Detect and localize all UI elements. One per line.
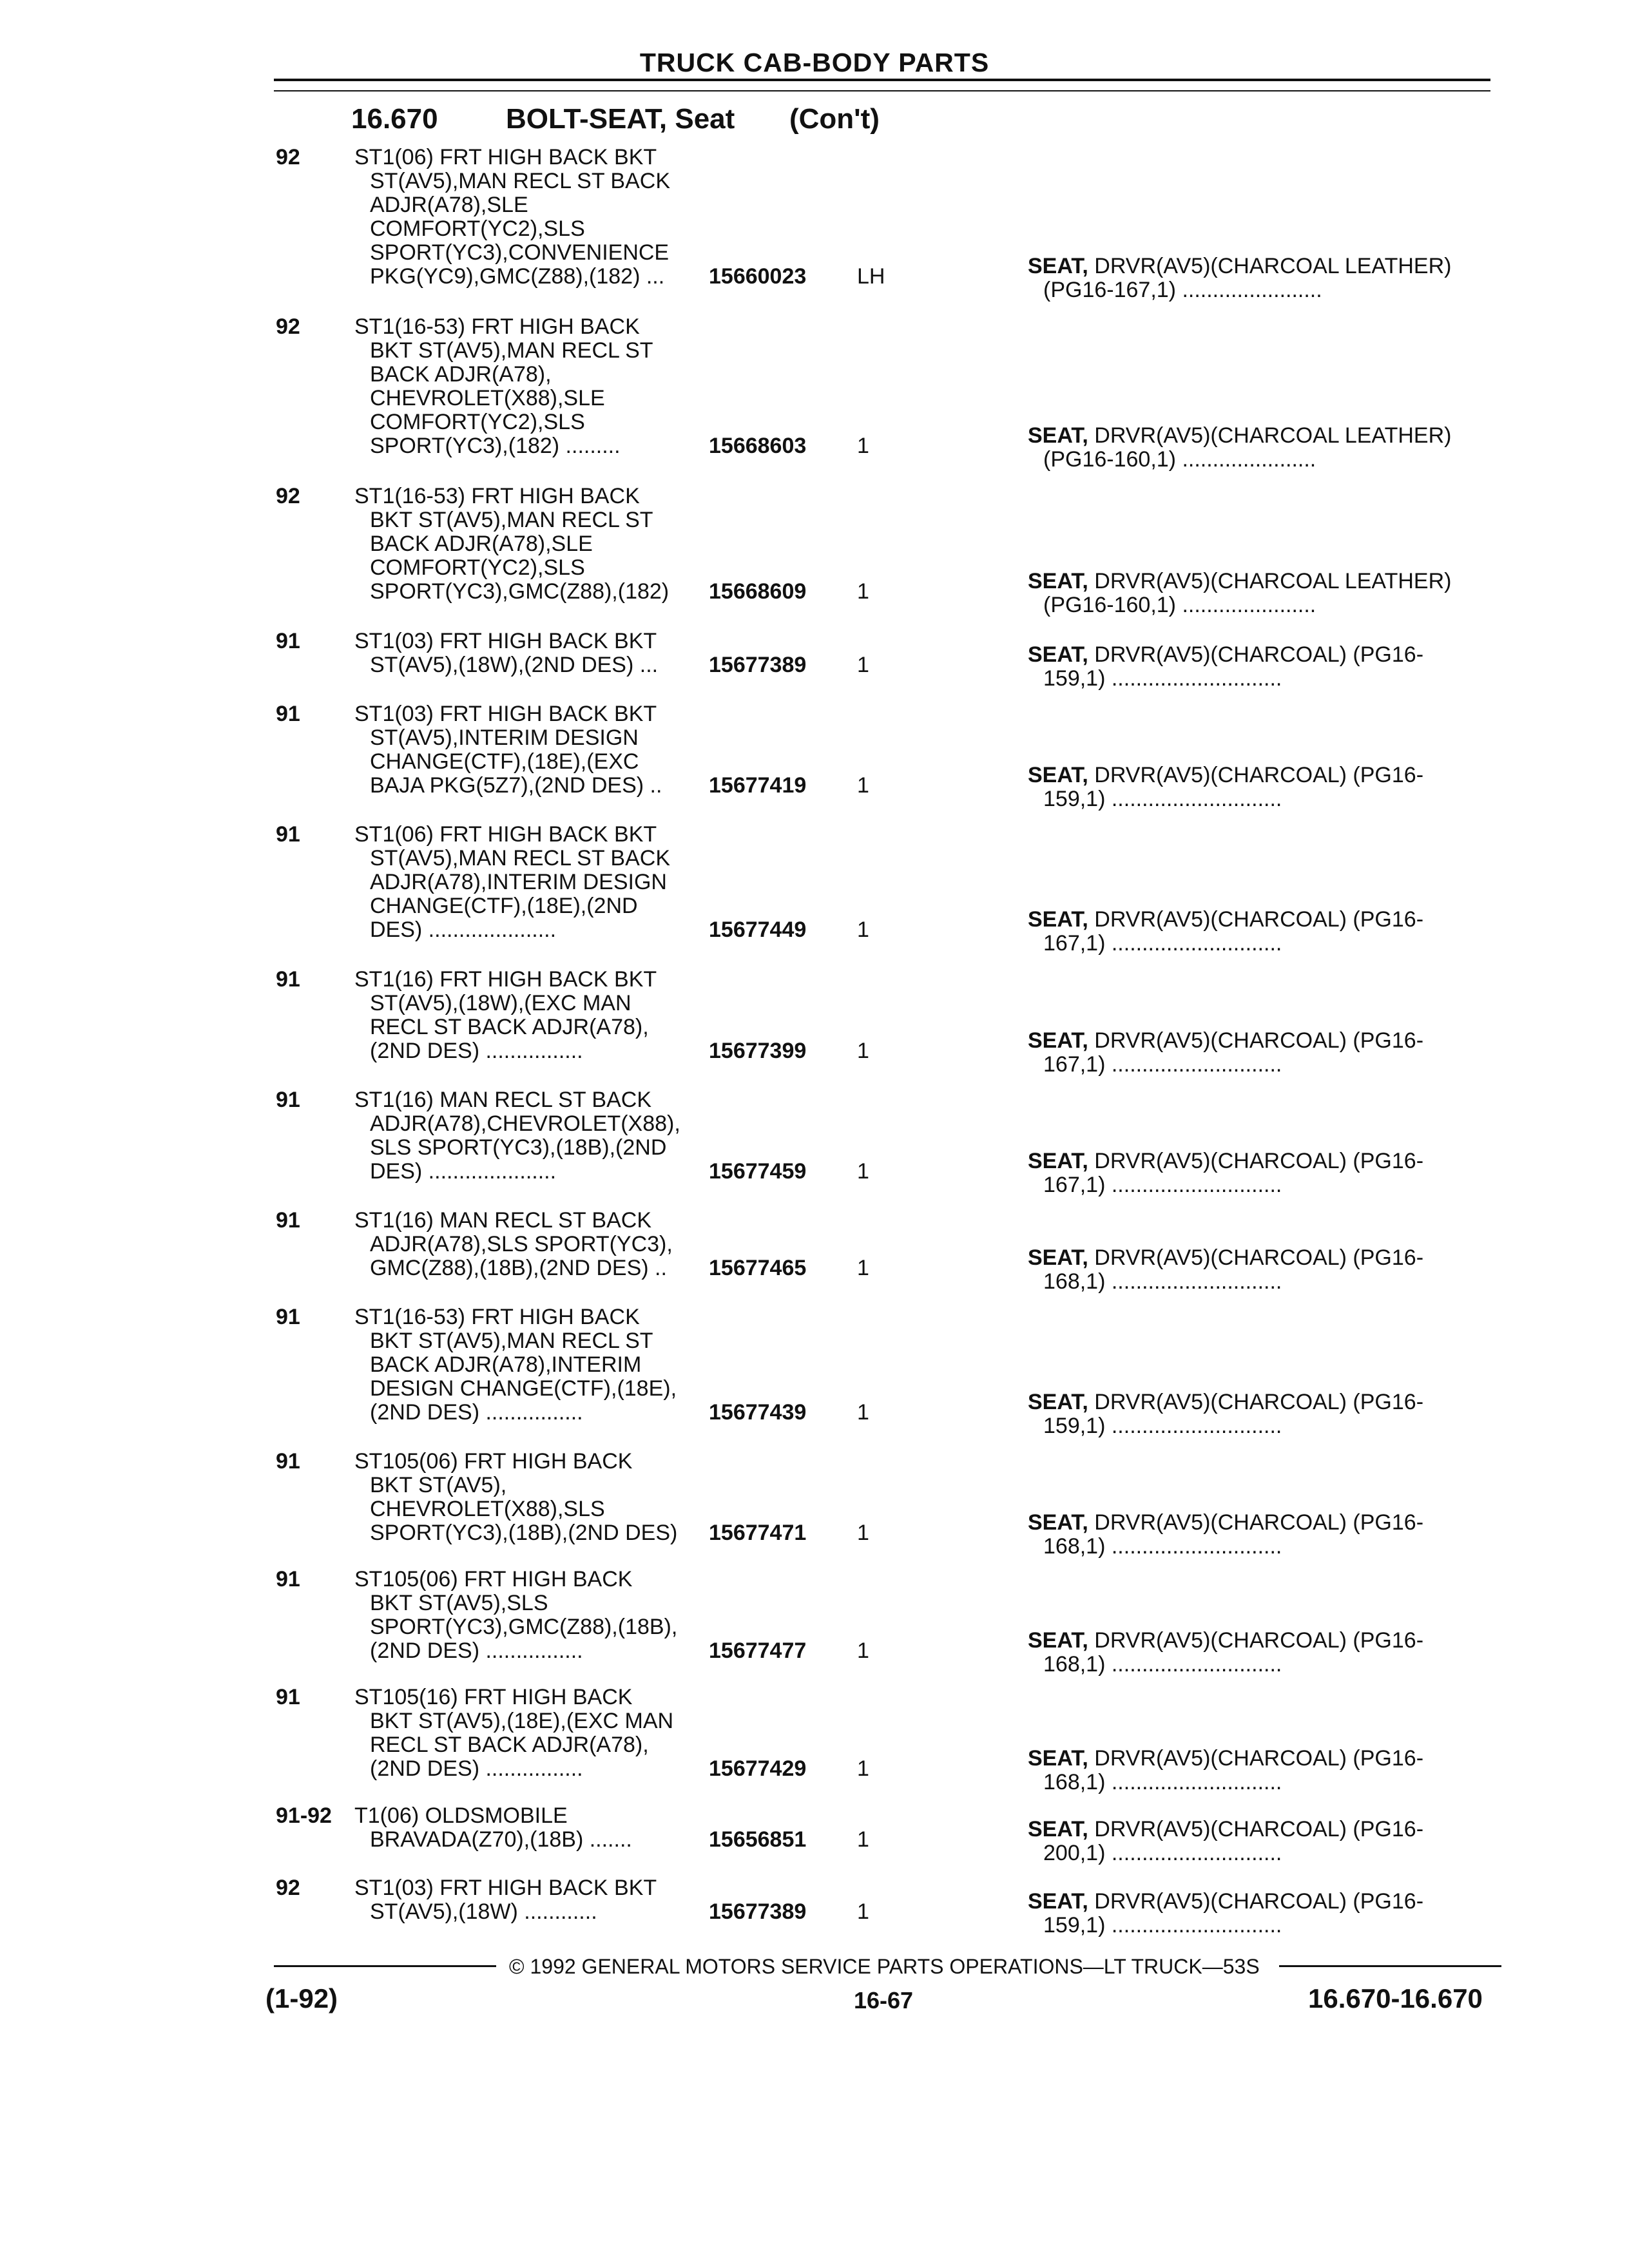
seat-detail: DRVR(AV5)(CHARCOAL) (PG16-: [1094, 1510, 1424, 1535]
model-year: 91: [276, 1088, 300, 1112]
description-line: SPORT(YC3),GMC(Z88),(182): [370, 579, 670, 604]
seat-reference-line: [1028, 424, 1505, 448]
section-heading: [351, 103, 880, 135]
model-year: 92: [276, 145, 300, 169]
part-description: [354, 1876, 702, 1924]
seat-reference-line: [1028, 643, 1505, 667]
part-description: [354, 146, 702, 289]
description-line: RECL ST BACK ADJR(A78),: [370, 1015, 649, 1039]
seat-label: SEAT,: [1028, 1628, 1088, 1653]
seat-reference: [1028, 1511, 1505, 1559]
description-line: T1(06) OLDSMOBILE: [354, 1803, 568, 1828]
seat-reference-line: [1028, 908, 1505, 932]
seat-page-reference: 168,1) ............................: [1043, 1269, 1282, 1294]
seat-detail: DRVR(AV5)(CHARCOAL) (PG16-: [1094, 1028, 1424, 1053]
seat-page-reference: 167,1) ............................: [1043, 1173, 1282, 1197]
part-description: [354, 968, 702, 1063]
seat-reference-line: [1028, 255, 1505, 278]
description-line: BKT ST(AV5),(18E),(EXC MAN: [370, 1709, 674, 1733]
seat-label: SEAT,: [1028, 907, 1088, 932]
part-number: 15677439: [709, 1400, 807, 1425]
description-line: BKT ST(AV5),MAN RECL ST: [370, 338, 653, 363]
seat-reference-line: [1028, 1246, 1505, 1270]
description-line: BACK ADJR(A78),INTERIM: [370, 1352, 642, 1377]
description-line: ADJR(A78),SLE: [370, 193, 528, 217]
description-line: ST(AV5),(18W),(EXC MAN: [370, 991, 631, 1015]
part-description: [354, 315, 702, 458]
description-line: (2ND DES) ................: [370, 1639, 583, 1663]
part-number: 15668609: [709, 579, 807, 604]
seat-detail: DRVR(AV5)(CHARCOAL) (PG16-: [1094, 642, 1424, 667]
description-line: ST1(06) FRT HIGH BACK BKT: [354, 822, 657, 847]
description-line: BAJA PKG(5Z7),(2ND DES) ..: [370, 773, 662, 798]
part-number: 15677389: [709, 653, 807, 677]
description-line: ST1(16) FRT HIGH BACK BKT: [354, 967, 657, 992]
description-line: ST(AV5),MAN RECL ST BACK: [370, 169, 671, 193]
seat-reference-line: [1028, 764, 1505, 787]
footer-rule-right: [1279, 1965, 1501, 1967]
description-line: ST(AV5),MAN RECL ST BACK: [370, 846, 671, 870]
model-year: 91: [276, 1208, 300, 1233]
seat-page-reference: 168,1) ............................: [1043, 1770, 1282, 1794]
description-line: ST1(03) FRT HIGH BACK BKT: [354, 629, 657, 653]
model-year: 91: [276, 1305, 300, 1329]
description-line: BACK ADJR(A78),SLE: [370, 532, 593, 556]
description-line: ST1(16-53) FRT HIGH BACK: [354, 1305, 640, 1329]
seat-reference-line: [1028, 1511, 1505, 1535]
seat-detail: DRVR(AV5)(CHARCOAL LEATHER): [1094, 569, 1452, 593]
description-line: ST(AV5),(18W) ............: [370, 1899, 597, 1924]
seat-reference: [1028, 643, 1505, 691]
quantity: 1: [857, 1756, 869, 1781]
description-line: CHANGE(CTF),(18E),(2ND: [370, 894, 638, 918]
part-number: 15677399: [709, 1039, 807, 1063]
seat-label: SEAT,: [1028, 254, 1088, 278]
seat-label: SEAT,: [1028, 1390, 1088, 1414]
seat-label: SEAT,: [1028, 1510, 1088, 1535]
seat-reference: [1028, 1890, 1505, 1937]
seat-page-reference: 168,1) ............................: [1043, 1534, 1282, 1559]
part-number: 15668603: [709, 434, 807, 458]
quantity: 1: [857, 1400, 869, 1425]
model-year: 91: [276, 1685, 300, 1709]
seat-label: SEAT,: [1028, 1746, 1088, 1771]
part-number: 15677477: [709, 1639, 807, 1663]
description-line: ST105(06) FRT HIGH BACK: [354, 1449, 633, 1474]
description-line: ST105(16) FRT HIGH BACK: [354, 1685, 633, 1709]
seat-page-reference: 159,1) ............................: [1043, 1913, 1282, 1937]
quantity: 1: [857, 773, 869, 798]
model-year: 91: [276, 822, 300, 847]
seat-reference-line: [1028, 1747, 1505, 1771]
description-line: ST1(16) MAN RECL ST BACK: [354, 1208, 652, 1233]
seat-page-reference: 168,1) ............................: [1043, 1652, 1282, 1677]
seat-label: SEAT,: [1028, 1889, 1088, 1914]
model-year: 92: [276, 314, 300, 339]
seat-reference: [1028, 1390, 1505, 1438]
description-line: ST1(16-53) FRT HIGH BACK: [354, 484, 640, 508]
seat-reference-line: [1028, 570, 1505, 593]
part-number: 15677471: [709, 1521, 807, 1545]
seat-reference: [1028, 255, 1505, 302]
description-line: BKT ST(AV5),MAN RECL ST: [370, 508, 653, 532]
seat-detail: DRVR(AV5)(CHARCOAL) (PG16-: [1094, 907, 1424, 932]
description-line: (2ND DES) ................: [370, 1400, 583, 1425]
description-line: CHANGE(CTF),(18E),(EXC: [370, 749, 639, 774]
seat-label: SEAT,: [1028, 569, 1088, 593]
seat-page-reference: 167,1) ............................: [1043, 1052, 1282, 1077]
quantity: 1: [857, 1159, 869, 1184]
quantity: 1: [857, 1521, 869, 1545]
description-line: GMC(Z88),(18B),(2ND DES) ..: [370, 1256, 667, 1280]
seat-detail: DRVR(AV5)(CHARCOAL LEATHER): [1094, 254, 1452, 278]
quantity: LH: [857, 264, 885, 289]
quantity: 1: [857, 1256, 869, 1280]
quantity: 1: [857, 1039, 869, 1063]
description-line: DESIGN CHANGE(CTF),(18E),: [370, 1376, 677, 1401]
seat-detail: DRVR(AV5)(CHARCOAL) (PG16-: [1094, 1817, 1424, 1841]
seat-reference: [1028, 1149, 1505, 1197]
quantity: 1: [857, 1827, 869, 1852]
part-description: [354, 1088, 702, 1184]
seat-label: SEAT,: [1028, 1817, 1088, 1841]
description-line: SPORT(YC3),(18B),(2ND DES): [370, 1521, 678, 1545]
description-line: PKG(YC9),GMC(Z88),(182) ...: [370, 264, 665, 289]
seat-detail: DRVR(AV5)(CHARCOAL) (PG16-: [1094, 1746, 1424, 1771]
seat-page-reference: (PG16-160,1) ......................: [1043, 447, 1316, 472]
seat-reference-line: [1028, 1029, 1505, 1053]
seat-detail: DRVR(AV5)(CHARCOAL) (PG16-: [1094, 1390, 1424, 1414]
footer-section-range: 16.670-16.670: [1308, 1983, 1483, 2013]
description-line: SPORT(YC3),CONVENIENCE: [370, 240, 670, 265]
seat-page-reference: 167,1) ............................: [1043, 931, 1282, 956]
header-rule: [274, 79, 1490, 81]
seat-reference-line: [1028, 1390, 1505, 1414]
part-number: 15656851: [709, 1827, 807, 1852]
model-year: 91: [276, 702, 300, 726]
description-line: SLS SPORT(YC3),(18B),(2ND: [370, 1135, 667, 1160]
footer-page-number: 16-67: [854, 1987, 914, 2013]
description-line: COMFORT(YC2),SLS: [370, 216, 585, 241]
seat-reference: [1028, 570, 1505, 617]
seat-reference: [1028, 764, 1505, 811]
description-line: BKT ST(AV5),SLS: [370, 1591, 548, 1615]
description-line: BACK ADJR(A78),: [370, 362, 552, 387]
seat-detail: DRVR(AV5)(CHARCOAL) (PG16-: [1094, 1889, 1424, 1914]
seat-label: SEAT,: [1028, 763, 1088, 787]
model-year: 92: [276, 484, 300, 508]
section-rule: [274, 90, 1490, 91]
model-year: 92: [276, 1876, 300, 1900]
seat-reference: [1028, 1747, 1505, 1794]
seat-page-reference: (PG16-167,1) .......................: [1043, 278, 1322, 302]
part-description: [354, 485, 702, 604]
part-number: 15677465: [709, 1256, 807, 1280]
description-line: BKT ST(AV5),MAN RECL ST: [370, 1329, 653, 1353]
seat-detail: DRVR(AV5)(CHARCOAL) (PG16-: [1094, 763, 1424, 787]
quantity: 1: [857, 653, 869, 677]
quantity: 1: [857, 1639, 869, 1663]
description-line: DES) .....................: [370, 1159, 557, 1184]
description-line: ST1(06) FRT HIGH BACK BKT: [354, 145, 657, 169]
description-line: ST(AV5),(18W),(2ND DES) ...: [370, 653, 659, 677]
description-line: (2ND DES) ................: [370, 1039, 583, 1063]
part-number: 15677389: [709, 1899, 807, 1924]
seat-reference-line: [1028, 1149, 1505, 1173]
section-number: 16.670: [351, 103, 438, 135]
description-line: ST1(03) FRT HIGH BACK BKT: [354, 702, 657, 726]
part-number: 15677429: [709, 1756, 807, 1781]
seat-label: SEAT,: [1028, 642, 1088, 667]
seat-reference: [1028, 1629, 1505, 1677]
seat-detail: DRVR(AV5)(CHARCOAL) (PG16-: [1094, 1149, 1424, 1173]
quantity: 1: [857, 434, 869, 458]
part-description: [354, 1568, 702, 1663]
description-line: SPORT(YC3),GMC(Z88),(18B),: [370, 1615, 678, 1639]
seat-reference-line: [1028, 1818, 1505, 1841]
description-line: COMFORT(YC2),SLS: [370, 555, 585, 580]
description-line: RECL ST BACK ADJR(A78),: [370, 1733, 649, 1757]
description-line: ADJR(A78),INTERIM DESIGN: [370, 870, 667, 894]
part-description: [354, 1209, 702, 1280]
part-description: [354, 1686, 702, 1781]
model-year: 91: [276, 967, 300, 992]
part-description: [354, 1450, 702, 1545]
footer-date: (1-92): [265, 1983, 338, 2013]
part-description: [354, 629, 702, 677]
description-line: ST105(06) FRT HIGH BACK: [354, 1567, 633, 1591]
seat-reference-line: [1028, 1629, 1505, 1653]
model-year: 91: [276, 629, 300, 653]
seat-page-reference: 200,1) ............................: [1043, 1841, 1282, 1865]
seat-reference: [1028, 1029, 1505, 1077]
page-title: TRUCK CAB-BODY PARTS: [639, 48, 990, 77]
description-line: BRAVADA(Z70),(18B) .......: [370, 1827, 632, 1852]
quantity: 1: [857, 579, 869, 604]
model-year: 91: [276, 1449, 300, 1474]
footer-copyright: © 1992 GENERAL MOTORS SERVICE PARTS OPERATIONS—LT TRUCK—53S: [509, 1955, 1260, 1978]
seat-page-reference: 159,1) ............................: [1043, 666, 1282, 691]
seat-label: SEAT,: [1028, 1245, 1088, 1270]
seat-reference-line: [1028, 1890, 1505, 1914]
part-description: [354, 702, 702, 798]
description-line: BKT ST(AV5),: [370, 1473, 507, 1497]
seat-page-reference: (PG16-160,1) ......................: [1043, 593, 1316, 617]
model-year: 91: [276, 1567, 300, 1591]
part-description: [354, 1305, 702, 1425]
description-line: COMFORT(YC2),SLS: [370, 410, 585, 434]
footer-rule-left: [274, 1965, 496, 1967]
part-description: [354, 1804, 702, 1852]
seat-reference: [1028, 1818, 1505, 1865]
description-line: ST1(16-53) FRT HIGH BACK: [354, 314, 640, 339]
seat-detail: DRVR(AV5)(CHARCOAL) (PG16-: [1094, 1245, 1424, 1270]
seat-reference: [1028, 1246, 1505, 1294]
description-line: ST1(16) MAN RECL ST BACK: [354, 1088, 652, 1112]
quantity: 1: [857, 918, 869, 942]
description-line: SPORT(YC3),(182) .........: [370, 434, 621, 458]
section-continued: (Con't): [789, 103, 880, 135]
quantity: 1: [857, 1899, 869, 1924]
description-line: ADJR(A78),SLS SPORT(YC3),: [370, 1232, 673, 1256]
part-number: 15677449: [709, 918, 807, 942]
seat-reference: [1028, 424, 1505, 472]
part-description: [354, 823, 702, 942]
part-number: 15677459: [709, 1159, 807, 1184]
seat-label: SEAT,: [1028, 423, 1088, 448]
description-line: CHEVROLET(X88),SLE: [370, 386, 605, 410]
seat-reference: [1028, 908, 1505, 956]
seat-detail: DRVR(AV5)(CHARCOAL LEATHER): [1094, 423, 1452, 448]
description-line: CHEVROLET(X88),SLS: [370, 1497, 605, 1521]
section-name: BOLT-SEAT, Seat: [506, 103, 735, 135]
seat-page-reference: 159,1) ............................: [1043, 1414, 1282, 1438]
description-line: DES) .....................: [370, 918, 557, 942]
description-line: ADJR(A78),CHEVROLET(X88),: [370, 1111, 680, 1136]
model-year: 91-92: [276, 1803, 332, 1828]
part-number: 15677419: [709, 773, 807, 798]
part-number: 15660023: [709, 264, 807, 289]
seat-label: SEAT,: [1028, 1028, 1088, 1053]
seat-detail: DRVR(AV5)(CHARCOAL) (PG16-: [1094, 1628, 1424, 1653]
seat-label: SEAT,: [1028, 1149, 1088, 1173]
seat-page-reference: 159,1) ............................: [1043, 787, 1282, 811]
description-line: (2ND DES) ................: [370, 1756, 583, 1781]
description-line: ST(AV5),INTERIM DESIGN: [370, 726, 639, 750]
description-line: ST1(03) FRT HIGH BACK BKT: [354, 1876, 657, 1900]
